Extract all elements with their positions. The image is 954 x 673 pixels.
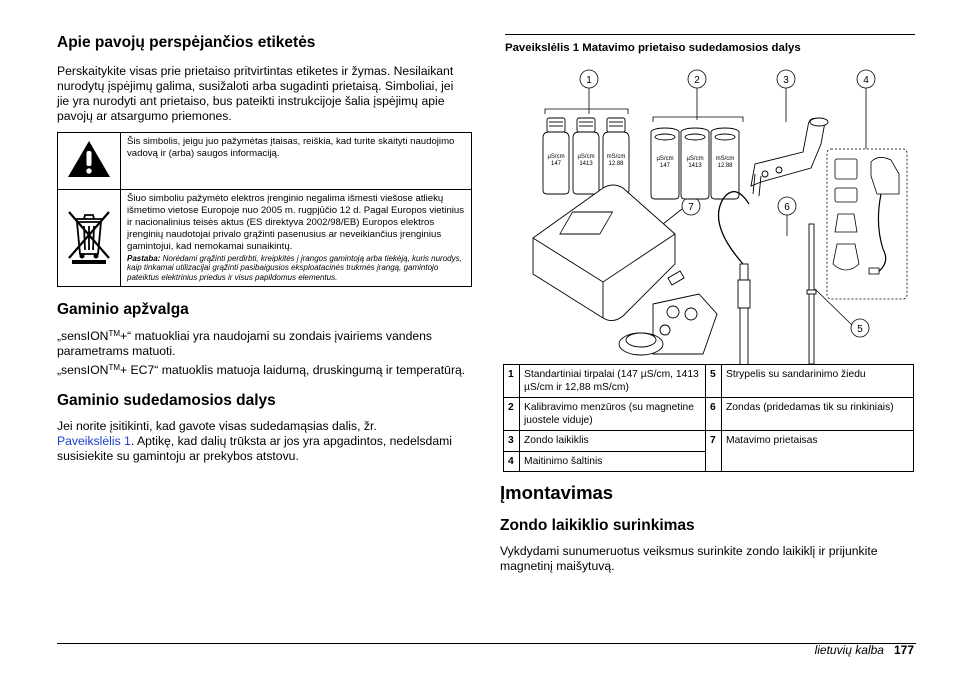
part-label: Standartiniai tirpalai (147 µS/cm, 1413 µS/cm ir 12,88 mS/cm) (520, 365, 706, 398)
callout-6: 6 (784, 202, 790, 213)
components-p-pre: Jei norite įsitikinti, kad gavote visas sudedamąsias dalis, žr. (57, 419, 377, 434)
part-label: Maitinimo šaltinis (520, 451, 706, 472)
part-number: 6 (706, 398, 722, 431)
overview-paragraph-2 (57, 363, 473, 378)
part-label: Zondas (pridedamas tik su rinkiniais) (722, 398, 914, 431)
overview-p1-pre: „sensION (57, 329, 109, 344)
beaker-value: 1413 (688, 163, 702, 169)
part-label: Kalibravimo menzūros (su magnetine juostele viduje) (520, 398, 706, 431)
weee-icon-cell (58, 190, 121, 287)
components-p-post: . Aptikę, kad dalių trūksta ar jos yra apgadintos, nedelsdami susisiekite su gamintoju ar prekybos atstovu. (57, 434, 452, 464)
rod-drawing (807, 224, 816, 364)
part-number: 1 (504, 365, 520, 398)
part-number: 4 (504, 451, 520, 472)
table-row (504, 365, 914, 398)
overview-paragraph-1 (57, 329, 473, 359)
probe-drawing (719, 192, 751, 364)
part-label: Strypelis su sandarinimo žiedu (722, 365, 914, 398)
weee-text: Šiuo simboliu pažymėto elektros įrenginio negalima išmesti viešose atliekų išmetimo vietose Europoje nuo 2005 m. rugpjūčio 12 d. Pagal Europos vietinius ir nacionalinius teisės aktus (ES direktyva 2002/98/EB) Europos elektros įrenginių naudotojai privalo grąžinti pasenusius ar neveikiančius įrenginius gamintojui, kad nemokamai sunaikintų. (127, 193, 465, 252)
safety-paragraph: Perskaitykite visas prie prietaiso pritvirtintas etiketes ir žymas. Nesilaikant nurodytų įspėjimų galima, susižaloti arba sugadinti prietaisą. Simboliai, jei jie yra nurodyti ant prietaiso, bus pateikti instrukcijoje šalia įspėjimų apie pavojų ar atsargumo priemones. (57, 64, 454, 123)
hazard-symbol-table (57, 132, 472, 287)
note-text: Norėdami grąžinti perdirbti, kreipkitės į įrangos gamintoją arba tiekėją, kuris nurodys, kaip tinkamai utilizacijai grąžinti pasibaigusios eksploatacinės trukmės įrangą, gamintojo pateiktus elektrinius priedus ir visus papildomus elementus. (127, 254, 462, 282)
bottle-unit: µS/cm (547, 154, 565, 160)
overview-p2-pre: „sensION (57, 363, 109, 378)
callout-7: 7 (688, 202, 694, 213)
callout-4: 4 (863, 75, 869, 86)
callout-3: 3 (783, 75, 789, 86)
beaker-labels (656, 156, 734, 169)
callout-5: 5 (857, 324, 863, 335)
callout-2: 2 (694, 75, 700, 86)
table-row (58, 190, 472, 287)
probe-holder-drawing (751, 118, 828, 196)
symbol-weee-description (121, 190, 472, 287)
weee-note (127, 254, 465, 282)
beaker-unit: µS/cm (686, 156, 704, 162)
left-column (57, 30, 473, 464)
heading-product-components: Gaminio sudedamosios dalys (57, 392, 276, 410)
part-number: 7 (706, 431, 722, 472)
beaker-unit: mS/cm (715, 156, 735, 162)
beaker-unit: µS/cm (656, 156, 674, 162)
heading-installation: Įmontavimas (500, 482, 614, 503)
table-row (58, 133, 472, 190)
overview-p2-post: + EC7“ matuoklis matuoja laidumą, druskingumą ir temperatūrą. (120, 363, 466, 378)
part-label: Matavimo prietaisas (722, 431, 914, 472)
figure-1-link[interactable]: Paveikslėlis 1 (57, 434, 131, 449)
heading-product-overview: Gaminio apžvalga (57, 301, 189, 319)
bottle-labels (547, 154, 625, 167)
page-footer (815, 643, 914, 657)
probe-holder-paragraph: Vykdydami sunumeruotus veiksmus surinkite zondo laikiklį ir prijunkite magnetinį maišytuvą. (500, 544, 878, 573)
part-number: 5 (706, 365, 722, 398)
warning-icon-cell (58, 133, 121, 190)
power-supply-drawing (827, 149, 907, 299)
footer-language: lietuvių kalba (814, 643, 884, 657)
bottle-value: 147 (550, 161, 562, 167)
note-label: Pastaba: (127, 254, 161, 263)
warning-triangle-icon (66, 139, 112, 179)
right-column (500, 30, 915, 573)
figure-title: Paveikslėlis 1 Matavimo prietaiso sudedamosios dalys (505, 34, 915, 55)
parts-legend-table (503, 364, 914, 472)
trademark-sup: TM (108, 363, 121, 373)
table-row (504, 398, 914, 431)
trademark-sup: TM (108, 329, 121, 339)
bottle-value: 1413 (579, 161, 593, 167)
beaker-value: 147 (659, 163, 671, 169)
install-section (500, 482, 912, 574)
bottle-value: 12.88 (608, 161, 624, 167)
crossed-bin-icon (64, 206, 114, 266)
footer-rule (57, 643, 916, 644)
part-number: 3 (504, 431, 520, 452)
components-illustration (503, 64, 915, 364)
bottle-unit: µS/cm (577, 154, 595, 160)
heading-probe-holder-assembly: Zondo laikiklio surinkimas (500, 517, 695, 534)
bottle-unit: mS/cm (606, 154, 626, 160)
components-paragraph (57, 419, 473, 464)
part-label: Zondo laikiklis (520, 431, 706, 452)
callout-1: 1 (586, 75, 592, 86)
overview-p1-post: +“ matuokliai yra naudojami su zondais įvairiems vandens parametrams matuoti. (57, 329, 432, 359)
heading-safety-labels: Apie pavojų perspėjančios etiketės (57, 34, 316, 51)
page-number: 177 (893, 643, 914, 657)
beaker-value: 12.88 (717, 163, 733, 169)
table-row (504, 431, 914, 452)
symbol-warning-description: Šis simbolis, jeigu juo pažymėtas įtaisas, reiškia, kad turite skaityti naudojimo vadovą ir (arba) saugos informaciją. (121, 133, 472, 190)
part-number: 2 (504, 398, 520, 431)
